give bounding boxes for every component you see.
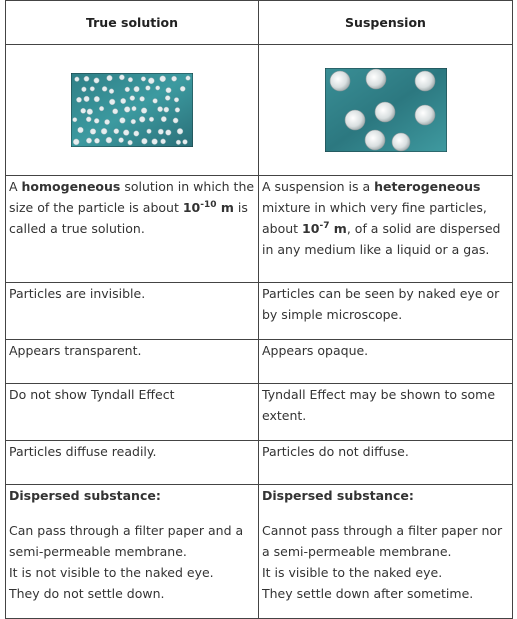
particle-dot [94,96,100,102]
particle-dot [158,129,163,134]
particle-dot [176,140,181,145]
particle-dot [90,129,96,135]
comparison-table [5,0,513,619]
particle-dot [140,96,145,101]
suspension-definition: A suspension is a heterogeneous mixture in which very fine particles, about $10^{-7}$ m, of a solid are dispersed in any medium like a liquid or a gas. [259,176,513,283]
particle-dot [81,108,86,113]
particle-dot [124,107,130,113]
table-row [6,340,513,384]
particle-dot [102,86,107,91]
particle-dot [101,128,107,134]
particle-dot [153,99,158,104]
true-solution-definition: A homogeneous solution in which the size of the particle is about $10^{-10}$ m is called a true solution. [6,176,259,283]
particle-dot [186,76,191,81]
table-cell: Particles diffuse readily. [6,441,259,485]
particle-dot [94,138,99,143]
particle-dot [158,107,163,112]
particle-dot [130,96,135,101]
particle-dot [120,118,126,124]
particle-dot [123,130,129,136]
particle-dot [174,98,179,103]
particle-dot [75,77,80,82]
particle-dot [172,76,177,81]
particle-dot [121,98,126,103]
particle-dot [119,138,124,143]
particle-dot [134,131,139,136]
particle-dot [99,106,104,111]
particle-dot [146,86,151,91]
particle-dot [152,139,158,145]
particle-dot [161,139,166,144]
particle-dot [173,118,178,123]
header-true-solution: True solution [6,1,259,45]
suspension-particles-image [325,68,447,152]
particle-dot [73,139,79,145]
particle-dot [86,117,91,122]
true-solution-dispersed-substance [6,485,259,619]
table-cell: Appears opaque. [259,340,513,384]
list-item: It is visible to the naked eye. [262,565,443,580]
particle-dot [109,99,115,105]
particle-dot [119,75,124,80]
list-item: Cannot pass through a filter paper nor a semi-permeable membrane. [262,523,503,559]
table-cell: Particles can be seen by naked eye or by simple microscope. [259,283,513,340]
particle-dot [160,76,166,82]
particle-dot [180,86,185,91]
list-item: Can pass through a filter paper and a semi-permeable membrane. [9,523,244,559]
dispersed-substance-heading: Dispersed substance: [262,488,414,503]
particle-dot [107,75,113,81]
table-cell: Particles do not diffuse. [259,441,513,485]
particle-dot [131,119,136,124]
particle-dot [164,107,169,112]
particle-dot [183,140,188,145]
particle-dot [78,127,84,133]
table-row [6,384,513,441]
particle-dot [132,106,137,111]
true-solution-particles-image [71,73,193,147]
particle-dot [76,97,81,102]
particle-dot [86,138,91,143]
particle-dot [125,87,130,92]
particle-dot [141,77,146,82]
suspension-image-cell [259,45,513,176]
header-suspension: Suspension [259,1,513,45]
header-row [6,1,513,45]
table-row [6,485,513,619]
list-item: It is not visible to the naked eye. [9,565,214,580]
table-cell: Tyndall Effect may be shown to some extent. [259,384,513,441]
table-row [6,283,513,340]
particle-dot [73,118,77,122]
particle-dot [82,87,87,92]
particle-dot [106,137,112,143]
table-row [6,176,513,283]
particle-dot [142,138,148,144]
true-solution-image-cell [6,45,259,176]
particle-dot [84,96,90,102]
table-cell: Do not show Tyndall Effect [6,384,259,441]
particle-dot [90,87,95,92]
particle-dot [84,76,89,81]
dispersed-substance-heading: Dispersed substance: [9,488,161,503]
particle-dot [149,117,154,122]
particle-dot [94,118,99,123]
particle-dot [128,77,133,82]
particle-dot [141,108,147,114]
particle-dot [156,86,160,90]
particle-dot [113,109,118,114]
particle-dot [165,96,170,101]
particle-dot [109,89,114,94]
particle-dot [87,109,93,115]
table-row [6,441,513,485]
table-cell: Particles are invisible. [6,283,259,340]
particle-dot [94,78,99,83]
particle-dot [128,140,133,145]
particle-dot [105,119,110,124]
table-cell: Appears transparent. [6,340,259,384]
suspension-dispersed-substance [259,485,513,619]
particle-dot [177,128,183,134]
particle-dot [166,130,172,136]
particle-dot [161,116,166,121]
image-row [6,45,513,176]
particle-dot [114,129,119,134]
particle-dot [148,78,154,84]
particle-dot [166,88,171,93]
particle-dot [175,108,180,113]
list-item: They settle down after sometime. [262,586,474,601]
particle-dot [134,86,140,92]
particle-dot [147,129,152,134]
particle-dot [139,116,145,122]
list-item: They do not settle down. [9,586,165,601]
